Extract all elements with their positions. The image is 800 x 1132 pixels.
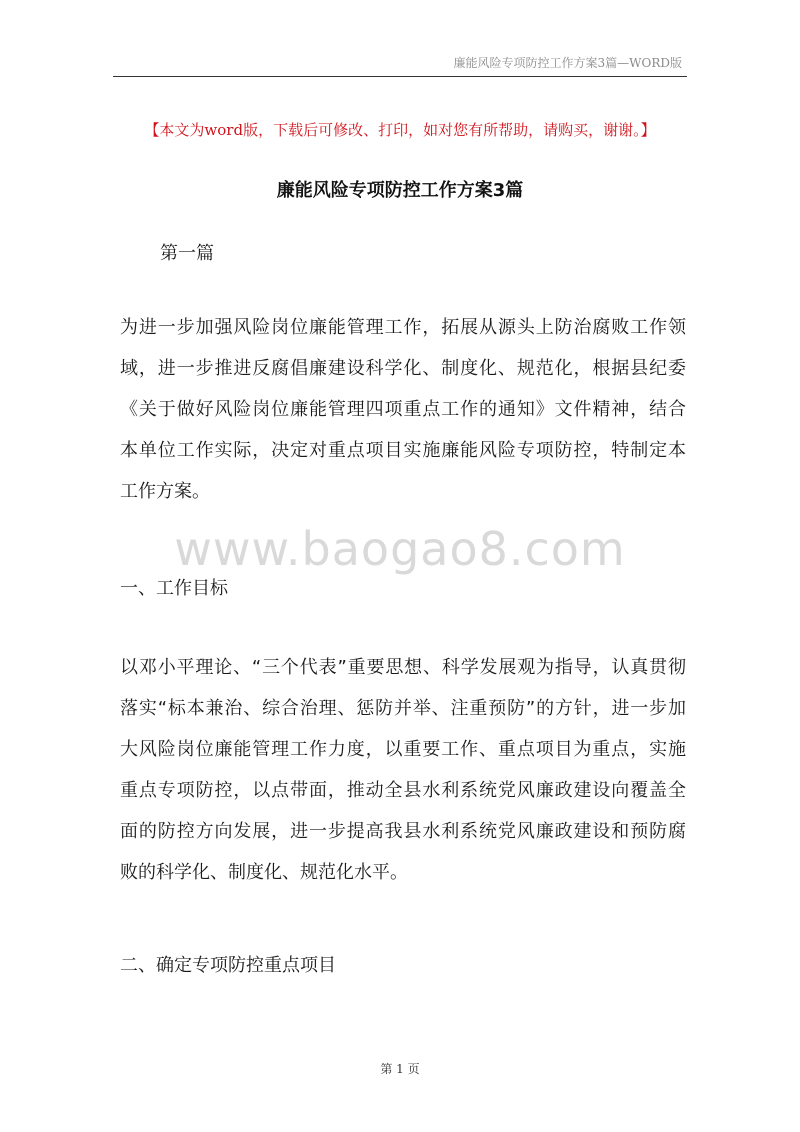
paragraph-line: 落实“标本兼治、综合治理、惩防并举、注重预防”的方针，进一步加 [120, 698, 686, 719]
page-number: 第 1 页 [380, 1062, 420, 1076]
paragraph-line: 重点专项防控，以点带面，推动全县水利系统党风廉政建设向覆盖全 [120, 780, 686, 801]
paragraph-line: 域，进一步推进反腐倡廉建设科学化、制度化、规范化，根据县纪委 [120, 358, 686, 379]
part-label: 第一篇 [160, 243, 214, 264]
document-title: 廉能风险专项防控工作方案3篇 [276, 180, 524, 201]
paragraph-line: 本单位工作实际，决定对重点项目实施廉能风险专项防控，特制定本 [120, 440, 686, 461]
paragraph-line: 面的防控方向发展，进一步提高我县水利系统党风廉政建设和预防腐 [120, 821, 686, 842]
paragraph-line: 以邓小平理论、“三个代表”重要思想、科学发展观为指导，认真贯彻 [120, 657, 686, 678]
section-heading-key-projects: 二、确定专项防控重点项目 [120, 955, 336, 976]
paragraph-line: 败的科学化、制度化、规范化水平。 [120, 862, 408, 883]
watermark: www.baogao8.com [174, 522, 626, 576]
running-header: 廉能风险专项防控工作方案3篇—WORD版 [453, 56, 682, 70]
goals-paragraph [120, 647, 686, 893]
paragraph-line: 为进一步加强风险岗位廉能管理工作，拓展从源头上防治腐败工作领 [120, 317, 686, 338]
paragraph-line: 《关于做好风险岗位廉能管理四项重点工作的通知》文件精神，结合 [120, 399, 686, 420]
paragraph-line: 大风险岗位廉能管理工作力度，以重要工作、重点项目为重点，实施 [120, 739, 686, 760]
header-divider [113, 76, 687, 77]
intro-paragraph [120, 307, 686, 512]
section-heading-goals: 一、工作目标 [120, 578, 228, 599]
purchase-notice: 【本文为word版，下载后可修改、打印，如对您有所帮助，请购买，谢谢。】 [144, 121, 656, 139]
paragraph-line: 工作方案。 [120, 481, 210, 502]
